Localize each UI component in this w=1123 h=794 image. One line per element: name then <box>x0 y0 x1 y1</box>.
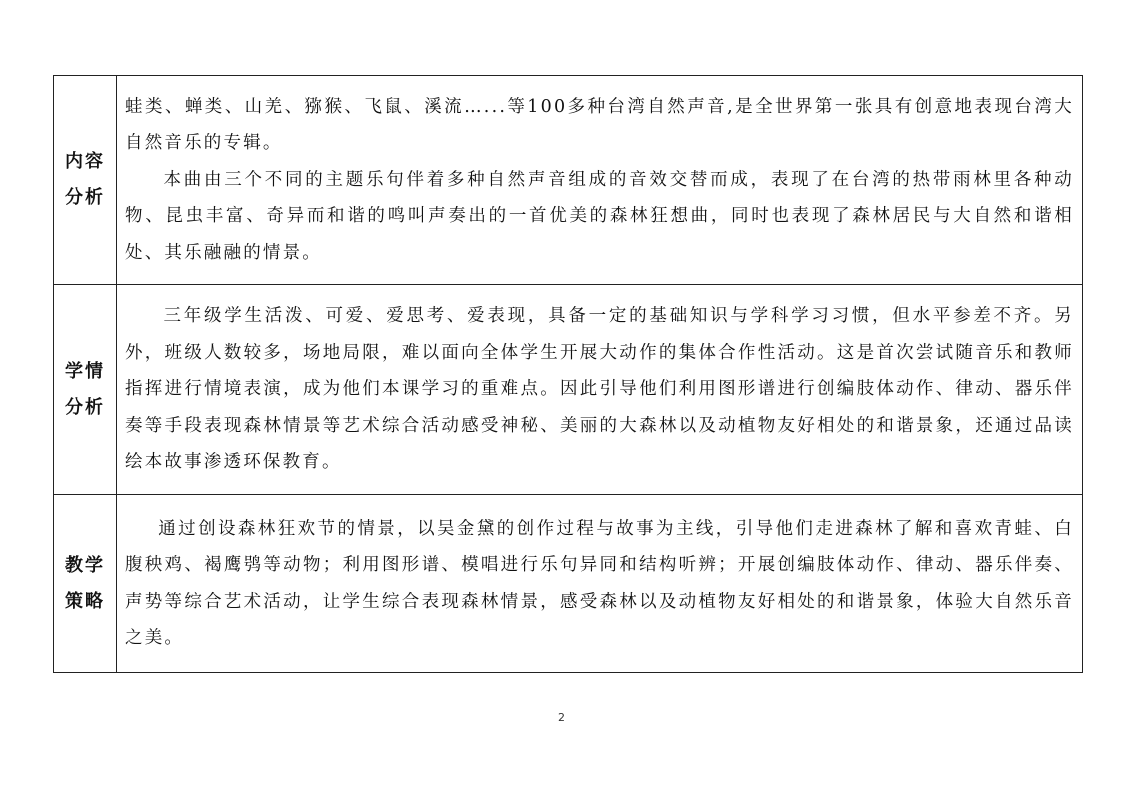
row-content-content-analysis <box>117 76 1083 285</box>
paragraph: 本曲由三个不同的主题乐句伴着多种自然声音组成的音效交替而成，表现了在台湾的热带雨林里各种动物、昆虫丰富、奇异而和谐的鸣叫声奏出的一首优美的森林狂想曲，同时也表现了森林居民与大自然和谐相处、其乐融融的情景。 <box>125 169 1074 263</box>
table-row-content-analysis <box>54 76 1083 285</box>
row-label-line: 学情 <box>65 360 105 382</box>
row-label-content-analysis <box>54 76 117 285</box>
page-number: 2 <box>558 711 565 724</box>
lesson-plan-table <box>53 75 1083 673</box>
paragraph: 蛙类、蝉类、山羌、猕猴、飞鼠、溪流…...等100多种台湾自然声音,是全世界第一张具有创意地表现台湾大自然音乐的专辑。 <box>125 96 1074 154</box>
row-label-line: 策略 <box>65 590 105 612</box>
row-label-student-analysis <box>54 285 117 495</box>
row-label-line: 分析 <box>65 187 105 208</box>
paragraph: 通过创设森林狂欢节的情景，以吴金黛的创作过程与故事为主线，引导他们走进森林了解和喜欢青蛙、白腹秧鸡、褐鹰鸮等动物；利用图形谱、模唱进行乐句异同和结构听辨；开展创编肢体动作、律动、器乐伴奏、声势等综合艺术活动，让学生综合表现森林情景，感受森林以及动植物友好相处的和谐景象，体验大自然乐音之美。 <box>125 518 1074 648</box>
row-label-teaching-strategy <box>54 495 117 673</box>
row-content-teaching-strategy <box>117 495 1083 673</box>
table-row-teaching-strategy <box>54 495 1083 673</box>
table-row-student-analysis <box>54 285 1083 495</box>
paragraph: 三年级学生活泼、可爱、爱思考、爱表现，具备一定的基础知识与学科学习习惯，但水平参差不齐。另外，班级人数较多，场地局限，难以面向全体学生开展大动作的集体合作性活动。这是首次尝试随音乐和教师指挥进行情境表演，成为他们本课学习的重难点。因此引导他们利用图形谱进行创编肢体动作、律动、器乐伴奏等手段表现森林情景等艺术综合活动感受神秘、美丽的大森林以及动植物友好相处的和谐景象，还通过品读绘本故事渗透环保教育。 <box>125 306 1074 473</box>
row-label-line: 内容 <box>65 151 105 172</box>
row-label-line: 教学 <box>65 554 105 576</box>
row-label-line: 分析 <box>65 396 105 418</box>
row-content-student-analysis <box>117 285 1083 495</box>
